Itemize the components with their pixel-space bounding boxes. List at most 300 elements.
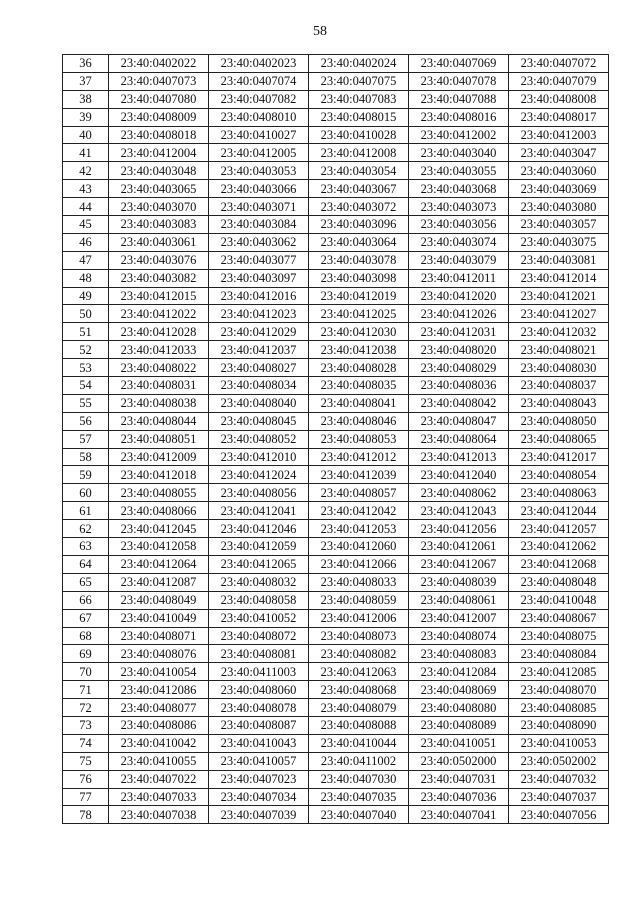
row-number-cell: 74 bbox=[63, 734, 109, 752]
cadastral-number-cell: 23:40:0408089 bbox=[409, 716, 509, 734]
cadastral-number-cell: 23:40:0407038 bbox=[109, 806, 209, 824]
cadastral-number-cell: 23:40:0502002 bbox=[509, 752, 609, 770]
row-number-cell: 37 bbox=[63, 72, 109, 90]
cadastral-number-cell: 23:40:0408020 bbox=[409, 341, 509, 359]
cadastral-number-cell: 23:40:0408068 bbox=[309, 681, 409, 699]
cadastral-number-cell: 23:40:0407023 bbox=[209, 770, 309, 788]
cadastral-number-cell: 23:40:0407035 bbox=[309, 788, 409, 806]
cadastral-number-cell: 23:40:0410028 bbox=[309, 126, 409, 144]
cadastral-number-cell: 23:40:0408047 bbox=[409, 412, 509, 430]
table-row bbox=[63, 699, 609, 717]
cadastral-number-cell: 23:40:0407075 bbox=[309, 72, 409, 90]
cadastral-number-cell: 23:40:0408044 bbox=[109, 412, 209, 430]
cadastral-number-cell: 23:40:0412041 bbox=[209, 502, 309, 520]
row-number-cell: 70 bbox=[63, 663, 109, 681]
row-number-cell: 54 bbox=[63, 377, 109, 395]
cadastral-number-cell: 23:40:0412062 bbox=[509, 538, 609, 556]
cadastral-number-cell: 23:40:0502000 bbox=[409, 752, 509, 770]
cadastral-number-cell: 23:40:0412064 bbox=[109, 555, 209, 573]
cadastral-number-cell: 23:40:0408088 bbox=[309, 716, 409, 734]
cadastral-number-cell: 23:40:0408037 bbox=[509, 377, 609, 395]
cadastral-number-cell: 23:40:0408049 bbox=[109, 591, 209, 609]
cadastral-number-cell: 23:40:0402023 bbox=[209, 55, 309, 73]
cadastral-number-cell: 23:40:0403096 bbox=[309, 216, 409, 234]
cadastral-number-cell: 23:40:0403080 bbox=[509, 198, 609, 216]
row-number-cell: 62 bbox=[63, 520, 109, 538]
table-row bbox=[63, 806, 609, 824]
table-row bbox=[63, 555, 609, 573]
cadastral-number-cell: 23:40:0408038 bbox=[109, 394, 209, 412]
row-number-cell: 45 bbox=[63, 216, 109, 234]
cadastral-number-cell: 23:40:0407022 bbox=[109, 770, 209, 788]
cadastral-number-cell: 23:40:0412067 bbox=[409, 555, 509, 573]
cadastral-number-cell: 23:40:0403064 bbox=[309, 233, 409, 251]
cadastral-number-cell: 23:40:0407040 bbox=[309, 806, 409, 824]
cadastral-number-cell: 23:40:0403053 bbox=[209, 162, 309, 180]
cadastral-number-cell: 23:40:0412030 bbox=[309, 323, 409, 341]
cadastral-number-cell: 23:40:0408060 bbox=[209, 681, 309, 699]
row-number-cell: 78 bbox=[63, 806, 109, 824]
cadastral-number-cell: 23:40:0408045 bbox=[209, 412, 309, 430]
cadastral-number-cell: 23:40:0408079 bbox=[309, 699, 409, 717]
cadastral-number-cell: 23:40:0403040 bbox=[409, 144, 509, 162]
row-number-cell: 60 bbox=[63, 484, 109, 502]
cadastral-number-cell: 23:40:0403079 bbox=[409, 251, 509, 269]
row-number-cell: 38 bbox=[63, 90, 109, 108]
cadastral-number-cell: 23:40:0410055 bbox=[109, 752, 209, 770]
cadastral-number-cell: 23:40:0412013 bbox=[409, 448, 509, 466]
row-number-cell: 36 bbox=[63, 55, 109, 73]
table-row bbox=[63, 609, 609, 627]
table-row bbox=[63, 663, 609, 681]
cadastral-number-cell: 23:40:0408066 bbox=[109, 502, 209, 520]
cadastral-number-cell: 23:40:0412027 bbox=[509, 305, 609, 323]
cadastral-number-cell: 23:40:0412009 bbox=[109, 448, 209, 466]
cadastral-number-cell: 23:40:0408009 bbox=[109, 108, 209, 126]
cadastral-number-cell: 23:40:0408065 bbox=[509, 430, 609, 448]
cadastral-number-cell: 23:40:0408084 bbox=[509, 645, 609, 663]
row-number-cell: 42 bbox=[63, 162, 109, 180]
cadastral-number-cell: 23:40:0412014 bbox=[509, 269, 609, 287]
cadastral-number-cell: 23:40:0407082 bbox=[209, 90, 309, 108]
table-row bbox=[63, 734, 609, 752]
table-row bbox=[63, 394, 609, 412]
cadastral-number-cell: 23:40:0403075 bbox=[509, 233, 609, 251]
cadastral-number-cell: 23:40:0403072 bbox=[309, 198, 409, 216]
cadastral-number-cell: 23:40:0407041 bbox=[409, 806, 509, 824]
table-row bbox=[63, 359, 609, 377]
cadastral-number-cell: 23:40:0408056 bbox=[209, 484, 309, 502]
cadastral-number-cell: 23:40:0403069 bbox=[509, 180, 609, 198]
cadastral-number-cell: 23:40:0408032 bbox=[209, 573, 309, 591]
cadastral-number-cell: 23:40:0408008 bbox=[509, 90, 609, 108]
table-row bbox=[63, 144, 609, 162]
table-row bbox=[63, 180, 609, 198]
cadastral-number-cell: 23:40:0412039 bbox=[309, 466, 409, 484]
cadastral-number-cell: 23:40:0407039 bbox=[209, 806, 309, 824]
cadastral-number-cell: 23:40:0412061 bbox=[409, 538, 509, 556]
cadastral-number-cell: 23:40:0403062 bbox=[209, 233, 309, 251]
cadastral-number-cell: 23:40:0403054 bbox=[309, 162, 409, 180]
cadastral-number-cell: 23:40:0412016 bbox=[209, 287, 309, 305]
cadastral-number-cell: 23:40:0403081 bbox=[509, 251, 609, 269]
table-row bbox=[63, 162, 609, 180]
cadastral-number-cell: 23:40:0412007 bbox=[409, 609, 509, 627]
cadastral-number-cell: 23:40:0407034 bbox=[209, 788, 309, 806]
cadastral-number-cell: 23:40:0407033 bbox=[109, 788, 209, 806]
cadastral-number-cell: 23:40:0412085 bbox=[509, 663, 609, 681]
table-row bbox=[63, 305, 609, 323]
cadastral-number-cell: 23:40:0403060 bbox=[509, 162, 609, 180]
row-number-cell: 65 bbox=[63, 573, 109, 591]
cadastral-number-cell: 23:40:0403082 bbox=[109, 269, 209, 287]
table-row bbox=[63, 520, 609, 538]
row-number-cell: 66 bbox=[63, 591, 109, 609]
table-row bbox=[63, 377, 609, 395]
cadastral-number-cell: 23:40:0408073 bbox=[309, 627, 409, 645]
table-row bbox=[63, 681, 609, 699]
cadastral-number-cell: 23:40:0407069 bbox=[409, 55, 509, 73]
cadastral-number-cell: 23:40:0408022 bbox=[109, 359, 209, 377]
row-number-cell: 50 bbox=[63, 305, 109, 323]
row-number-cell: 41 bbox=[63, 144, 109, 162]
cadastral-number-cell: 23:40:0403047 bbox=[509, 144, 609, 162]
page-number: 58 bbox=[313, 24, 327, 39]
cadastral-number-cell: 23:40:0412033 bbox=[109, 341, 209, 359]
row-number-cell: 57 bbox=[63, 430, 109, 448]
table-row bbox=[63, 233, 609, 251]
cadastral-number-cell: 23:40:0408048 bbox=[509, 573, 609, 591]
cadastral-number-cell: 23:40:0408071 bbox=[109, 627, 209, 645]
cadastral-number-cell: 23:40:0407074 bbox=[209, 72, 309, 90]
cadastral-number-cell: 23:40:0410052 bbox=[209, 609, 309, 627]
cadastral-number-cell: 23:40:0408036 bbox=[409, 377, 509, 395]
cadastral-number-cell: 23:40:0403048 bbox=[109, 162, 209, 180]
cadastral-number-cell: 23:40:0408040 bbox=[209, 394, 309, 412]
row-number-cell: 76 bbox=[63, 770, 109, 788]
table-row bbox=[63, 251, 609, 269]
cadastral-number-cell: 23:40:0408055 bbox=[109, 484, 209, 502]
cadastral-number-cell: 23:40:0408063 bbox=[509, 484, 609, 502]
cadastral-number-cell: 23:40:0408076 bbox=[109, 645, 209, 663]
cadastral-number-cell: 23:40:0412043 bbox=[409, 502, 509, 520]
cadastral-number-cell: 23:40:0403070 bbox=[109, 198, 209, 216]
cadastral-number-cell: 23:40:0403098 bbox=[309, 269, 409, 287]
cadastral-number-cell: 23:40:0407080 bbox=[109, 90, 209, 108]
cadastral-number-cell: 23:40:0412056 bbox=[409, 520, 509, 538]
row-number-cell: 69 bbox=[63, 645, 109, 663]
row-number-cell: 43 bbox=[63, 180, 109, 198]
table-row bbox=[63, 341, 609, 359]
cadastral-number-cell: 23:40:0410042 bbox=[109, 734, 209, 752]
row-number-cell: 61 bbox=[63, 502, 109, 520]
cadastral-number-cell: 23:40:0403074 bbox=[409, 233, 509, 251]
cadastral-number-cell: 23:40:0408074 bbox=[409, 627, 509, 645]
cadastral-number-cell: 23:40:0412060 bbox=[309, 538, 409, 556]
cadastral-number-cell: 23:40:0408031 bbox=[109, 377, 209, 395]
cadastral-number-cell: 23:40:0412038 bbox=[309, 341, 409, 359]
row-number-cell: 56 bbox=[63, 412, 109, 430]
cadastral-number-cell: 23:40:0412011 bbox=[409, 269, 509, 287]
cadastral-number-cell: 23:40:0408034 bbox=[209, 377, 309, 395]
cadastral-number-cell: 23:40:0408087 bbox=[209, 716, 309, 734]
cadastral-number-table bbox=[62, 54, 609, 824]
cadastral-number-cell: 23:40:0407079 bbox=[509, 72, 609, 90]
cadastral-number-cell: 23:40:0408039 bbox=[409, 573, 509, 591]
row-number-cell: 47 bbox=[63, 251, 109, 269]
table-row bbox=[63, 502, 609, 520]
cadastral-number-cell: 23:40:0408010 bbox=[209, 108, 309, 126]
table-row bbox=[63, 770, 609, 788]
cadastral-number-cell: 23:40:0412012 bbox=[309, 448, 409, 466]
cadastral-number-cell: 23:40:0408057 bbox=[309, 484, 409, 502]
cadastral-number-cell: 23:40:0407037 bbox=[509, 788, 609, 806]
cadastral-number-cell: 23:40:0403066 bbox=[209, 180, 309, 198]
cadastral-number-cell: 23:40:0408033 bbox=[309, 573, 409, 591]
row-number-cell: 40 bbox=[63, 126, 109, 144]
cadastral-number-cell: 23:40:0412040 bbox=[409, 466, 509, 484]
cadastral-number-cell: 23:40:0407088 bbox=[409, 90, 509, 108]
row-number-cell: 77 bbox=[63, 788, 109, 806]
table-row bbox=[63, 627, 609, 645]
cadastral-number-cell: 23:40:0408018 bbox=[109, 126, 209, 144]
cadastral-number-cell: 23:40:0403057 bbox=[509, 216, 609, 234]
cadastral-number-cell: 23:40:0408059 bbox=[309, 591, 409, 609]
row-number-cell: 51 bbox=[63, 323, 109, 341]
cadastral-number-cell: 23:40:0412046 bbox=[209, 520, 309, 538]
cadastral-number-cell: 23:40:0412063 bbox=[309, 663, 409, 681]
cadastral-number-cell: 23:40:0407078 bbox=[409, 72, 509, 90]
cadastral-number-cell: 23:40:0412025 bbox=[309, 305, 409, 323]
cadastral-number-cell: 23:40:0407031 bbox=[409, 770, 509, 788]
cadastral-number-cell: 23:40:0412032 bbox=[509, 323, 609, 341]
cadastral-number-cell: 23:40:0412042 bbox=[309, 502, 409, 520]
cadastral-number-cell: 23:40:0412066 bbox=[309, 555, 409, 573]
row-number-cell: 53 bbox=[63, 359, 109, 377]
row-number-cell: 55 bbox=[63, 394, 109, 412]
cadastral-number-cell: 23:40:0412057 bbox=[509, 520, 609, 538]
cadastral-number-cell: 23:40:0403097 bbox=[209, 269, 309, 287]
cadastral-number-cell: 23:40:0408016 bbox=[409, 108, 509, 126]
table-row bbox=[63, 448, 609, 466]
table-row bbox=[63, 538, 609, 556]
cadastral-number-cell: 23:40:0408067 bbox=[509, 609, 609, 627]
cadastral-number-cell: 23:40:0408058 bbox=[209, 591, 309, 609]
cadastral-number-cell: 23:40:0408043 bbox=[509, 394, 609, 412]
cadastral-number-cell: 23:40:0408083 bbox=[409, 645, 509, 663]
cadastral-number-cell: 23:40:0402022 bbox=[109, 55, 209, 73]
cadastral-number-cell: 23:40:0412059 bbox=[209, 538, 309, 556]
cadastral-number-cell: 23:40:0412010 bbox=[209, 448, 309, 466]
cadastral-number-cell: 23:40:0412021 bbox=[509, 287, 609, 305]
row-number-cell: 59 bbox=[63, 466, 109, 484]
table-row bbox=[63, 198, 609, 216]
cadastral-number-cell: 23:40:0408064 bbox=[409, 430, 509, 448]
cadastral-number-cell: 23:40:0408080 bbox=[409, 699, 509, 717]
cadastral-number-cell: 23:40:0412006 bbox=[309, 609, 409, 627]
row-number-cell: 49 bbox=[63, 287, 109, 305]
cadastral-number-cell: 23:40:0403076 bbox=[109, 251, 209, 269]
cadastral-number-cell: 23:40:0412029 bbox=[209, 323, 309, 341]
cadastral-number-cell: 23:40:0408070 bbox=[509, 681, 609, 699]
cadastral-number-cell: 23:40:0403067 bbox=[309, 180, 409, 198]
cadastral-number-cell: 23:40:0408021 bbox=[509, 341, 609, 359]
cadastral-number-cell: 23:40:0412068 bbox=[509, 555, 609, 573]
table-row bbox=[63, 108, 609, 126]
cadastral-number-cell: 23:40:0410053 bbox=[509, 734, 609, 752]
cadastral-number-cell: 23:40:0402024 bbox=[309, 55, 409, 73]
table-body bbox=[63, 55, 609, 824]
cadastral-number-cell: 23:40:0408027 bbox=[209, 359, 309, 377]
cadastral-number-cell: 23:40:0408030 bbox=[509, 359, 609, 377]
table-row bbox=[63, 323, 609, 341]
row-number-cell: 64 bbox=[63, 555, 109, 573]
cadastral-number-cell: 23:40:0412005 bbox=[209, 144, 309, 162]
cadastral-number-cell: 23:40:0412026 bbox=[409, 305, 509, 323]
cadastral-number-cell: 23:40:0408029 bbox=[409, 359, 509, 377]
cadastral-number-cell: 23:40:0408077 bbox=[109, 699, 209, 717]
cadastral-number-cell: 23:40:0407030 bbox=[309, 770, 409, 788]
row-number-cell: 46 bbox=[63, 233, 109, 251]
cadastral-number-cell: 23:40:0408028 bbox=[309, 359, 409, 377]
table-row bbox=[63, 484, 609, 502]
cadastral-number-cell: 23:40:0408061 bbox=[409, 591, 509, 609]
cadastral-number-cell: 23:40:0412023 bbox=[209, 305, 309, 323]
cadastral-number-cell: 23:40:0412031 bbox=[409, 323, 509, 341]
cadastral-number-cell: 23:40:0403084 bbox=[209, 216, 309, 234]
cadastral-number-cell: 23:40:0412015 bbox=[109, 287, 209, 305]
cadastral-number-cell: 23:40:0412018 bbox=[109, 466, 209, 484]
cadastral-number-cell: 23:40:0408041 bbox=[309, 394, 409, 412]
row-number-cell: 39 bbox=[63, 108, 109, 126]
cadastral-number-cell: 23:40:0412002 bbox=[409, 126, 509, 144]
cadastral-number-cell: 23:40:0408053 bbox=[309, 430, 409, 448]
cadastral-number-cell: 23:40:0403077 bbox=[209, 251, 309, 269]
cadastral-number-cell: 23:40:0412004 bbox=[109, 144, 209, 162]
cadastral-number-cell: 23:40:0403061 bbox=[109, 233, 209, 251]
table-row bbox=[63, 645, 609, 663]
row-number-cell: 68 bbox=[63, 627, 109, 645]
cadastral-number-cell: 23:40:0403065 bbox=[109, 180, 209, 198]
cadastral-number-cell: 23:40:0412084 bbox=[409, 663, 509, 681]
cadastral-number-cell: 23:40:0403056 bbox=[409, 216, 509, 234]
cadastral-number-cell: 23:40:0408082 bbox=[309, 645, 409, 663]
cadastral-number-cell: 23:40:0408072 bbox=[209, 627, 309, 645]
cadastral-number-cell: 23:40:0410057 bbox=[209, 752, 309, 770]
cadastral-number-cell: 23:40:0410051 bbox=[409, 734, 509, 752]
cadastral-number-cell: 23:40:0403071 bbox=[209, 198, 309, 216]
table-row bbox=[63, 788, 609, 806]
cadastral-number-cell: 23:40:0412087 bbox=[109, 573, 209, 591]
cadastral-number-cell: 23:40:0408075 bbox=[509, 627, 609, 645]
cadastral-number-cell: 23:40:0407073 bbox=[109, 72, 209, 90]
table-row bbox=[63, 55, 609, 73]
cadastral-number-cell: 23:40:0408078 bbox=[209, 699, 309, 717]
row-number-cell: 52 bbox=[63, 341, 109, 359]
cadastral-number-cell: 23:40:0408090 bbox=[509, 716, 609, 734]
cadastral-number-cell: 23:40:0412044 bbox=[509, 502, 609, 520]
cadastral-number-cell: 23:40:0408085 bbox=[509, 699, 609, 717]
cadastral-number-cell: 23:40:0403055 bbox=[409, 162, 509, 180]
cadastral-number-cell: 23:40:0412024 bbox=[209, 466, 309, 484]
cadastral-number-cell: 23:40:0408081 bbox=[209, 645, 309, 663]
cadastral-number-cell: 23:40:0412020 bbox=[409, 287, 509, 305]
cadastral-number-cell: 23:40:0408017 bbox=[509, 108, 609, 126]
cadastral-number-cell: 23:40:0410048 bbox=[509, 591, 609, 609]
row-number-cell: 63 bbox=[63, 538, 109, 556]
cadastral-number-cell: 23:40:0412019 bbox=[309, 287, 409, 305]
cadastral-number-cell: 23:40:0412017 bbox=[509, 448, 609, 466]
cadastral-number-cell: 23:40:0412086 bbox=[109, 681, 209, 699]
cadastral-number-cell: 23:40:0412065 bbox=[209, 555, 309, 573]
cadastral-number-cell: 23:40:0412037 bbox=[209, 341, 309, 359]
table-row bbox=[63, 752, 609, 770]
cadastral-number-cell: 23:40:0410044 bbox=[309, 734, 409, 752]
cadastral-number-cell: 23:40:0407083 bbox=[309, 90, 409, 108]
cadastral-number-cell: 23:40:0408051 bbox=[109, 430, 209, 448]
cadastral-number-cell: 23:40:0412022 bbox=[109, 305, 209, 323]
table-row bbox=[63, 573, 609, 591]
table-row bbox=[63, 591, 609, 609]
cadastral-number-cell: 23:40:0411003 bbox=[209, 663, 309, 681]
table-row bbox=[63, 716, 609, 734]
cadastral-number-cell: 23:40:0407072 bbox=[509, 55, 609, 73]
cadastral-number-cell: 23:40:0412053 bbox=[309, 520, 409, 538]
row-number-cell: 72 bbox=[63, 699, 109, 717]
cadastral-number-cell: 23:40:0407036 bbox=[409, 788, 509, 806]
cadastral-number-cell: 23:40:0403068 bbox=[409, 180, 509, 198]
row-number-cell: 71 bbox=[63, 681, 109, 699]
cadastral-number-cell: 23:40:0403078 bbox=[309, 251, 409, 269]
cadastral-number-cell: 23:40:0403083 bbox=[109, 216, 209, 234]
table-row bbox=[63, 216, 609, 234]
cadastral-number-cell: 23:40:0408015 bbox=[309, 108, 409, 126]
cadastral-number-cell: 23:40:0408035 bbox=[309, 377, 409, 395]
cadastral-number-cell: 23:40:0412045 bbox=[109, 520, 209, 538]
cadastral-number-cell: 23:40:0410027 bbox=[209, 126, 309, 144]
cadastral-number-cell: 23:40:0408086 bbox=[109, 716, 209, 734]
table-row bbox=[63, 430, 609, 448]
cadastral-number-cell: 23:40:0412003 bbox=[509, 126, 609, 144]
cadastral-number-cell: 23:40:0408052 bbox=[209, 430, 309, 448]
cadastral-number-cell: 23:40:0408042 bbox=[409, 394, 509, 412]
cadastral-number-cell: 23:40:0408069 bbox=[409, 681, 509, 699]
cadastral-number-cell: 23:40:0410049 bbox=[109, 609, 209, 627]
cadastral-number-cell: 23:40:0410043 bbox=[209, 734, 309, 752]
cadastral-number-cell: 23:40:0407032 bbox=[509, 770, 609, 788]
table-row bbox=[63, 287, 609, 305]
row-number-cell: 44 bbox=[63, 198, 109, 216]
row-number-cell: 67 bbox=[63, 609, 109, 627]
cadastral-number-cell: 23:40:0411002 bbox=[309, 752, 409, 770]
table-row bbox=[63, 72, 609, 90]
cadastral-number-cell: 23:40:0408062 bbox=[409, 484, 509, 502]
row-number-cell: 58 bbox=[63, 448, 109, 466]
cadastral-number-cell: 23:40:0403073 bbox=[409, 198, 509, 216]
cadastral-number-cell: 23:40:0412058 bbox=[109, 538, 209, 556]
table-row bbox=[63, 412, 609, 430]
table-row bbox=[63, 126, 609, 144]
row-number-cell: 73 bbox=[63, 716, 109, 734]
cadastral-number-cell: 23:40:0408054 bbox=[509, 466, 609, 484]
cadastral-number-cell: 23:40:0410054 bbox=[109, 663, 209, 681]
table-row bbox=[63, 90, 609, 108]
cadastral-number-cell: 23:40:0408050 bbox=[509, 412, 609, 430]
cadastral-number-cell: 23:40:0407056 bbox=[509, 806, 609, 824]
table-row bbox=[63, 269, 609, 287]
cadastral-number-cell: 23:40:0412008 bbox=[309, 144, 409, 162]
cadastral-number-cell: 23:40:0412028 bbox=[109, 323, 209, 341]
